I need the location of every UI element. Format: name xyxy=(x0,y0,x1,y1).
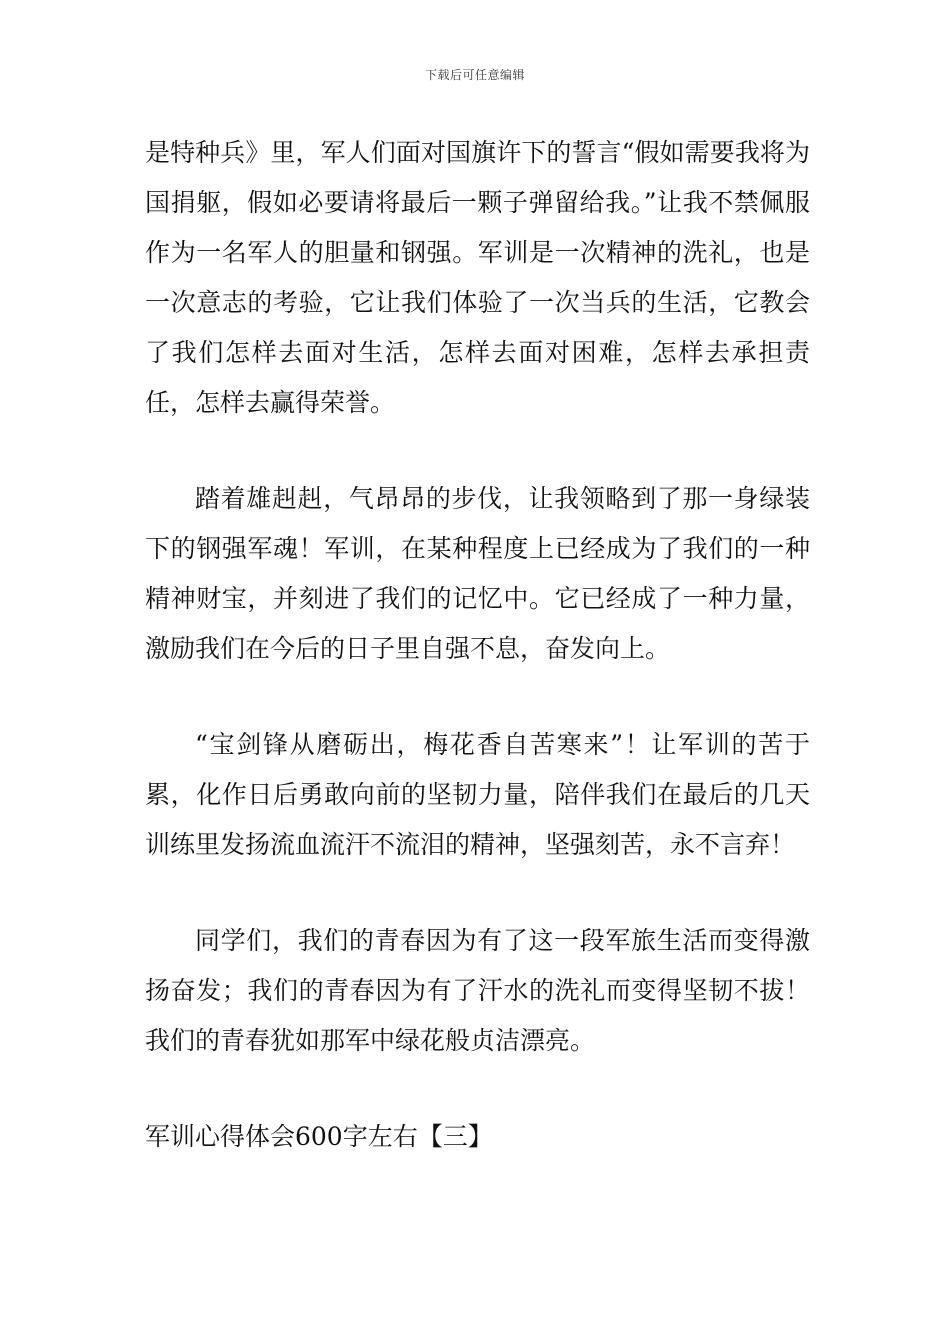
document-body xyxy=(145,128,810,1162)
section-heading: 军训心得体会600字左右【三】 xyxy=(145,1122,493,1151)
paragraph-4: 同学们，我们的青春因为有了这一段军旅生活而变得激扬奋发；我们的青春因为有了汗水的洗礼而变得坚韧不拔！我们的青春犹如那军中绿花般贞洁漂亮。 xyxy=(145,926,810,1055)
paragraph-2: 踏着雄赳赳，气昂昂的步伐，让我领略到了那一身绿装下的钢强军魂！军训，在某种程度上已经成为了我们的一种精神财宝，并刻进了我们的记忆中。它已经成了一种力量，激励我们在今后的日子里自强不息，奋发向上。 xyxy=(145,484,810,663)
paragraph-3: “宝剑锋从磨砺出，梅花香自苦寒来”！让军训的苦于累，化作日后勇敢向前的坚韧力量，陪伴我们在最后的几天训练里发扬流血流汗不流泪的精神，坚强刻苦，永不言弃！ xyxy=(145,730,810,859)
page-header: 下载后可任意编辑 xyxy=(424,68,525,82)
paragraph-1: 是特种兵》里，军人们面对国旗许下的誓言“假如需要我将为国捐躯，假如必要请将最后一颗子弹留给我。”让我不禁佩服作为一名军人的胆量和钢强。军训是一次精神的洗礼，也是一次意志的考验，它让我们体验了一次当兵的生活，它教会了我们怎样去面对生活，怎样去面对困难，怎样去承担责任，怎样去赢得荣誉。 xyxy=(145,138,810,417)
